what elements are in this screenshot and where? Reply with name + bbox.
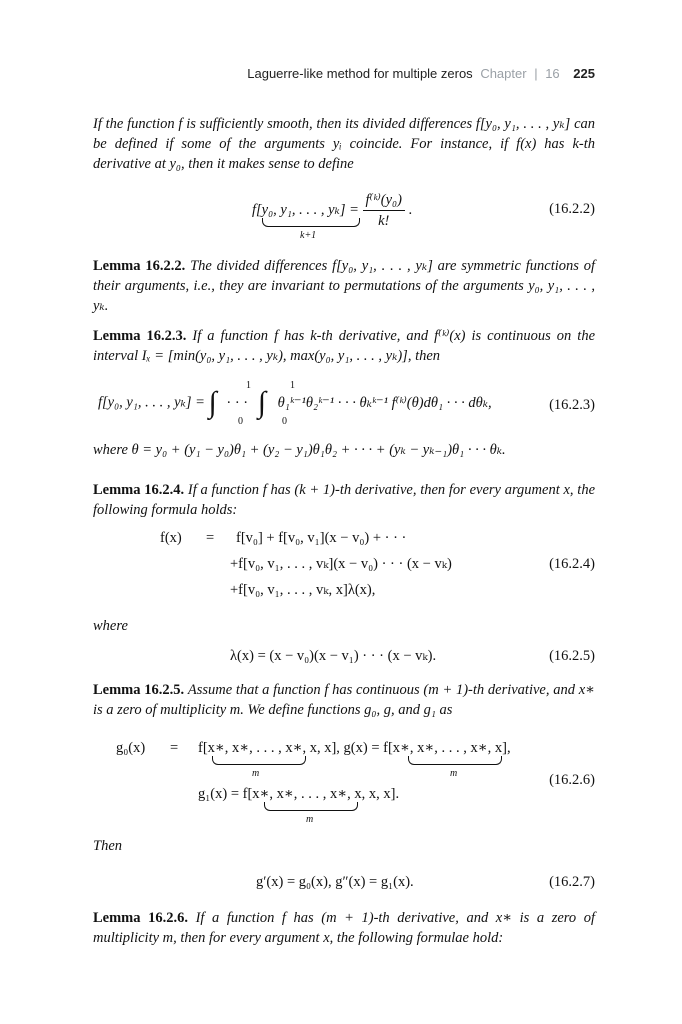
lemma-16-2-6 — [93, 908, 595, 948]
eq-16-2-4-line-3: +f[v₀, v₁, . . . , vₖ, x]λ(x), — [230, 582, 376, 598]
eq-16-2-6-line-1: f[x∗, x∗, . . . , x∗, x, x], g(x) = f[x∗, x∗, . . . , x∗, x], — [198, 740, 511, 756]
integral-lower-limit-outer: 0 — [238, 416, 243, 427]
lemma-16-2-2-text: The divided differences f[y₀, y₁, . . . , yₖ] are symmetric functions of their arguments, i.e., they are invariant to permutations of the arguments y₀, y₁, . . . , yₖ. — [93, 258, 596, 314]
eq-16-2-4-line-2: +f[v₀, v₁, . . . , vₖ](x − v₀) · · · (x − vₖ) — [230, 556, 452, 572]
eq-number-16-2-3: (16.2.3) — [549, 397, 595, 413]
eq-number-16-2-2: (16.2.2) — [549, 201, 595, 217]
lemma-16-2-4 — [93, 480, 595, 520]
where-theta-line: where θ = y₀ + (y₁ − y₀)θ₁ + (y₂ − y₁)θ₁θ₂ + · · · + (yₖ − yₖ₋₁)θ₁ · · · θₖ. — [93, 442, 506, 458]
equation-16-2-7: g′(x) = g₀(x), g″(x) = g₁(x). — [256, 874, 414, 890]
where-word: where — [93, 618, 128, 634]
eq-16-2-6-equals: = — [170, 740, 179, 756]
eq-16-2-6-brace-label-1: m — [252, 768, 260, 779]
lemma-16-2-5-text: Assume that a function f has continuous (m + 1)-th derivative, and x∗ is a zero of multiplicity m. We define functions g₀, g, and g₁ as — [93, 682, 595, 718]
running-head-separator: | — [534, 66, 538, 81]
equation-16-2-3 — [98, 386, 492, 420]
intro-paragraph: If the function f is sufficiently smooth, then its divided differences f[y₀, y₁, . . . , yₖ] can be defined if some of the arguments yᵢ coincide. For instance, if f(x) has k-th derivative at y₀, then it makes sense to define — [93, 116, 595, 172]
integral-upper-limit-outer: 1 — [246, 380, 251, 391]
integral-sign-outer: ∫ — [208, 386, 217, 419]
lemma-16-2-2-title: Lemma 16.2.2. — [93, 258, 186, 274]
eq-16-2-2-tail: . — [408, 201, 413, 218]
equation-16-2-5: λ(x) = (x − v₀)(x − v₁) · · · (x − vₖ). — [230, 648, 437, 664]
eq-16-2-6-brace-label-2: m — [450, 768, 458, 779]
eq-16-2-2-brace-label: k+1 — [300, 230, 317, 241]
eq-16-2-6-underbrace-3 — [264, 802, 358, 811]
running-head-chapter-number: 16 — [545, 66, 560, 81]
lemma-16-2-6-text: If a function f has (m + 1)-th derivative, and x∗ is a zero of multiplicity m, then for every argument x, the following formulae hold: — [93, 910, 596, 946]
eq-number-16-2-4: (16.2.4) — [549, 556, 595, 572]
page-number: 225 — [573, 66, 595, 81]
eq-number-16-2-7: (16.2.7) — [549, 874, 595, 890]
lemma-16-2-3-title: Lemma 16.2.3. — [93, 328, 187, 344]
lemma-16-2-4-text: If a function f has (k + 1)-th derivative, then for every argument x, the following formula holds: — [93, 482, 596, 518]
integral-lower-limit-inner: 0 — [282, 416, 287, 427]
eq-16-2-6-underbrace-2 — [408, 756, 502, 765]
lemma-16-2-5 — [93, 680, 595, 720]
eq-16-2-6-brace-label-3: m — [306, 814, 314, 825]
lemma-16-2-2 — [93, 256, 595, 316]
running-head-chapter-label: Chapter — [480, 66, 527, 81]
eq-16-2-6-underbrace-1 — [212, 756, 306, 765]
lemma-16-2-4-title: Lemma 16.2.4. — [93, 482, 185, 498]
eq-16-2-3-integrand: θ₁ᵏ⁻¹θ₂ᵏ⁻¹ · · · θₖᵏ⁻¹ f⁽ᵏ⁾(θ)dθ₁ · · · dθₖ, — [277, 394, 492, 411]
eq-number-16-2-5: (16.2.5) — [549, 648, 595, 664]
integral-sign-inner: ∫ — [257, 386, 266, 419]
running-head-title: Laguerre-like method for multiple zeros — [247, 66, 473, 81]
eq-16-2-2-underbrace — [262, 218, 360, 227]
lemma-16-2-6-title: Lemma 16.2.6. — [93, 910, 188, 926]
eq-16-2-2-fraction — [363, 190, 405, 231]
running-head — [247, 66, 595, 81]
lemma-16-2-3 — [93, 326, 595, 366]
eq-16-2-2-numerator: f⁽ᵏ⁾(y₀) — [363, 190, 405, 211]
eq-16-2-2-denominator: k! — [378, 213, 390, 229]
eq-16-2-4-equals: = — [206, 530, 215, 546]
eq-number-16-2-6: (16.2.6) — [549, 772, 595, 788]
integral-upper-limit-inner: 1 — [290, 380, 295, 391]
eq-16-2-3-dots: · · · — [226, 394, 249, 411]
eq-16-2-4-line-1: f[v₀] + f[v₀, v₁](x − v₀) + · · · — [236, 530, 407, 546]
eq-16-2-2-lhs: f[y₀, y₁, . . . , yₖ] = — [252, 201, 359, 218]
lemma-16-2-3-text: If a function f has k-th derivative, and f⁽ᵏ⁾(x) is continuous on the interval Iₓ = [min(y₀, y₁, . . . , yₖ), max(y₀, y₁, . . . , yₖ)], then — [93, 328, 596, 364]
then-word: Then — [93, 838, 122, 854]
eq-16-2-6-line-2: g₁(x) = f[x∗, x∗, . . . , x∗, x, x, x]. — [198, 786, 400, 802]
lemma-16-2-5-title: Lemma 16.2.5. — [93, 682, 185, 698]
eq-16-2-6-lhs: g₀(x) — [116, 740, 146, 756]
eq-16-2-4-lhs: f(x) — [160, 530, 182, 546]
eq-16-2-3-lhs: f[y₀, y₁, . . . , yₖ] = — [98, 394, 205, 411]
